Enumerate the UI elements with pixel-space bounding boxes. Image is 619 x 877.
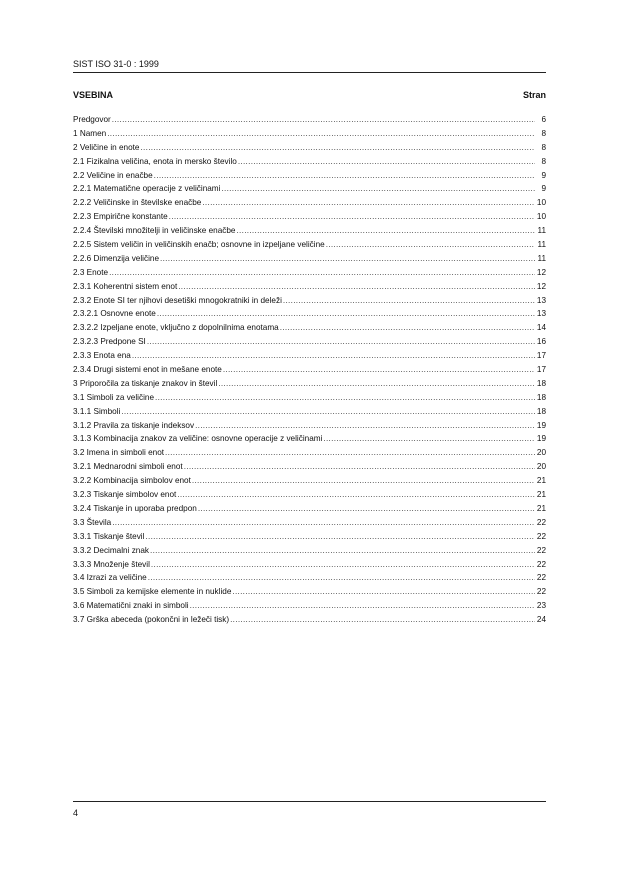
toc-entry[interactable] <box>73 169 546 183</box>
toc-entry-title: 2.2.1 Matematične operacije z veličinami <box>73 184 221 194</box>
dot-leader <box>112 113 535 127</box>
toc-entry-title: 3.3.3 Množenje števil <box>73 559 150 569</box>
toc-entry-title: 3.4 Izrazi za veličine <box>73 573 147 583</box>
toc-entry[interactable] <box>73 321 546 335</box>
toc-entry-title: 3.1.2 Pravila za tiskanje indeksov <box>73 420 195 430</box>
toc-entry[interactable] <box>73 488 546 502</box>
toc-entry-page: 9 <box>541 170 546 180</box>
footer-divider <box>73 801 546 802</box>
toc-entry-page: 11 <box>537 226 546 236</box>
toc-entry-title: 3.7 Grška abeceda (pokončni in ležeči tisk) <box>73 615 230 625</box>
toc-entry-title: 3.1 Simboli za veličine <box>73 392 155 402</box>
dot-leader <box>140 141 535 155</box>
toc-entry-page: 12 <box>536 281 546 291</box>
dot-leader <box>221 182 535 196</box>
toc-entry[interactable] <box>73 224 546 238</box>
toc-entry[interactable] <box>73 571 546 585</box>
toc-entry-page: 22 <box>536 573 546 583</box>
dot-leader <box>160 252 535 266</box>
toc-entry-title: 2.3.2.2 Izpeljane enote, vključno z dopolnilnima enotama <box>73 323 279 333</box>
toc-entry-title: Predgovor <box>73 115 111 124</box>
toc-entry-title: 2.3 Enote <box>73 267 109 277</box>
dot-leader <box>326 238 535 252</box>
dot-leader <box>154 169 535 183</box>
toc-entry[interactable] <box>73 516 546 530</box>
toc-entry-page: 13 <box>536 309 546 319</box>
toc-entry[interactable] <box>73 294 546 308</box>
toc-entry[interactable] <box>73 419 546 433</box>
dot-leader <box>195 419 535 433</box>
toc-entry-title: 3.1.1 Simboli <box>73 406 121 416</box>
toc-entry[interactable] <box>73 585 546 599</box>
toc-entry-page: 13 <box>536 295 546 305</box>
toc-entry-page: 21 <box>536 490 546 500</box>
toc-entry[interactable] <box>73 502 546 516</box>
dot-leader <box>157 307 535 321</box>
toc-entry-page: 8 <box>541 156 546 166</box>
toc-entry[interactable] <box>73 155 546 169</box>
toc-entry-title: 2.3.2 Enote SI ter njihovi desetiški mnogokratniki in deleži <box>73 295 282 305</box>
toc-entry-title: 2.2.3 Empirične konstante <box>73 212 168 222</box>
toc-entry-page: 22 <box>536 517 546 527</box>
dot-leader <box>323 432 535 446</box>
toc-entry[interactable] <box>73 530 546 544</box>
toc-entry-page: 16 <box>536 337 546 347</box>
toc-entry-title: 3.2.4 Tiskanje in uporaba predpon <box>73 503 197 513</box>
header-divider <box>73 72 546 73</box>
toc-entry-title: 3.3 Števila <box>73 517 112 527</box>
toc-entry-title: 1 Namen <box>73 128 107 138</box>
dot-leader <box>218 377 535 391</box>
toc-entry-page: 22 <box>536 545 546 555</box>
dot-leader <box>198 502 535 516</box>
toc-entry[interactable] <box>73 544 546 558</box>
toc-entry-title: 2.3.2.1 Osnovne enote <box>73 309 156 319</box>
toc-entry-title: 2.3.2.3 Predpone SI <box>73 337 146 347</box>
dot-leader <box>178 280 535 294</box>
toc-entry-page: 10 <box>536 198 546 208</box>
toc-entry-page: 10 <box>536 212 546 222</box>
toc-entry[interactable] <box>73 391 546 405</box>
toc-entry-title: 3.2.2 Kombinacija simbolov enot <box>73 476 191 486</box>
toc-entry-title: 3.3.1 Tiskanje števil <box>73 531 145 541</box>
toc-entry[interactable] <box>73 363 546 377</box>
dot-leader <box>169 210 535 224</box>
dot-leader <box>147 335 535 349</box>
dot-leader <box>232 585 535 599</box>
toc-entry-title: 3.1.3 Kombinacija znakov za veličine: osnovne operacije z veličinami <box>73 434 323 444</box>
toc-entry-title: 2 Veličine in enote <box>73 142 140 152</box>
page-column-label: Stran <box>522 90 546 100</box>
toc-entry[interactable] <box>73 113 546 127</box>
toc-entry-page: 22 <box>536 531 546 541</box>
toc-entry-title: 2.3.1 Koherentni sistem enot <box>73 281 178 291</box>
toc-entry-page: 18 <box>536 406 546 416</box>
toc-entry[interactable] <box>73 613 546 627</box>
toc-entry-page: 17 <box>536 365 546 375</box>
dot-leader <box>202 196 535 210</box>
toc-entry-title: 3.2.1 Mednarodni simboli enot <box>73 462 183 472</box>
toc-entry-page: 8 <box>541 128 546 138</box>
toc-entry-title: 2.2.4 Številski množitelji in veličinske enačbe <box>73 226 236 236</box>
toc-entry[interactable] <box>73 432 546 446</box>
dot-leader <box>280 321 535 335</box>
toc-entry-title: 2.2.6 Dimenzija veličine <box>73 253 160 263</box>
dot-leader <box>150 544 535 558</box>
toc-entry-page: 18 <box>536 378 546 388</box>
toc-entry-title: 2.2.5 Sistem veličin in veličinskih enačb; osnovne in izpeljane veličine <box>73 240 325 250</box>
toc-entry[interactable] <box>73 266 546 280</box>
toc-entry-title: 2.2 Veličine in enačbe <box>73 170 153 180</box>
toc-entry[interactable] <box>73 182 546 196</box>
toc-entry[interactable] <box>73 446 546 460</box>
dot-leader <box>132 349 535 363</box>
dot-leader <box>107 127 535 141</box>
toc-entry-page: 19 <box>536 434 546 444</box>
toc-entry-title: 3.6 Matematični znaki in simboli <box>73 601 189 611</box>
toc-entry-page: 20 <box>536 448 546 458</box>
dot-leader <box>148 571 535 585</box>
toc-entry-page: 24 <box>536 615 546 625</box>
dot-leader <box>223 363 535 377</box>
toc-entry-title: 2.2.2 Veličinske in številske enačbe <box>73 198 202 208</box>
dot-leader <box>177 488 535 502</box>
dot-leader <box>230 613 535 627</box>
toc-entry[interactable] <box>73 127 546 141</box>
toc-entry[interactable] <box>73 307 546 321</box>
toc-entry[interactable] <box>73 196 546 210</box>
dot-leader <box>236 224 535 238</box>
dot-leader <box>190 599 535 613</box>
toc-entry-title: 3.2 Imena in simboli enot <box>73 448 165 458</box>
page-number: 4 <box>73 808 79 818</box>
toc-entry[interactable] <box>73 238 546 252</box>
toc-entry-page: 19 <box>536 420 546 430</box>
toc-entry-page: 14 <box>536 323 546 333</box>
dot-leader <box>184 460 535 474</box>
dot-leader <box>112 516 535 530</box>
toc-entry[interactable] <box>73 349 546 363</box>
toc-entry[interactable] <box>73 460 546 474</box>
toc-entry-page: 12 <box>536 267 546 277</box>
toc-entry-title: 3.5 Simboli za kemijske elemente in nuklide <box>73 587 232 597</box>
toc-entry[interactable] <box>73 377 546 391</box>
toc-entry-page: 6 <box>541 115 546 124</box>
document-id: SIST ISO 31-0 : 1999 <box>73 59 159 69</box>
toc-entry[interactable] <box>73 210 546 224</box>
toc-entry-title: 3.3.2 Decimalni znak <box>73 545 149 555</box>
toc-entry-title: 2.3.4 Drugi sistemi enot in mešane enote <box>73 365 222 375</box>
toc-entry-page: 9 <box>541 184 546 194</box>
toc-entry[interactable] <box>73 141 546 155</box>
toc-entry-page: 21 <box>536 503 546 513</box>
toc-entry[interactable] <box>73 335 546 349</box>
toc-entry[interactable] <box>73 405 546 419</box>
table-of-contents <box>73 113 546 627</box>
toc-entry-title: 3.2.3 Tiskanje simbolov enot <box>73 490 177 500</box>
toc-heading-row <box>73 90 546 100</box>
toc-entry-title: 3 Priporočila za tiskanje znakov in števil <box>73 378 218 388</box>
dot-leader <box>192 474 535 488</box>
toc-entry[interactable] <box>73 252 546 266</box>
toc-entry-page: 21 <box>536 476 546 486</box>
toc-entry-page: 22 <box>536 587 546 597</box>
dot-leader <box>155 391 535 405</box>
toc-entry-page: 18 <box>536 392 546 402</box>
toc-entry-page: 11 <box>537 253 546 263</box>
dot-leader <box>121 405 535 419</box>
toc-entry-page: 8 <box>541 142 546 152</box>
toc-entry-page: 20 <box>536 462 546 472</box>
dot-leader <box>109 266 535 280</box>
dot-leader <box>165 446 535 460</box>
toc-entry-page: 22 <box>536 559 546 569</box>
dot-leader <box>283 294 535 308</box>
toc-entry-page: 23 <box>536 601 546 611</box>
toc-entry-page: 17 <box>536 351 546 361</box>
toc-entry[interactable] <box>73 280 546 294</box>
toc-entry[interactable] <box>73 474 546 488</box>
toc-entry-page: 11 <box>537 240 546 250</box>
dot-leader <box>145 530 535 544</box>
dot-leader <box>238 155 535 169</box>
dot-leader <box>151 558 535 572</box>
toc-entry-title: 2.1 Fizikalna veličina, enota in mersko število <box>73 156 237 166</box>
toc-heading: VSEBINA <box>73 90 114 100</box>
toc-entry[interactable] <box>73 558 546 572</box>
toc-entry-title: 2.3.3 Enota ena <box>73 351 131 361</box>
toc-entry[interactable] <box>73 599 546 613</box>
